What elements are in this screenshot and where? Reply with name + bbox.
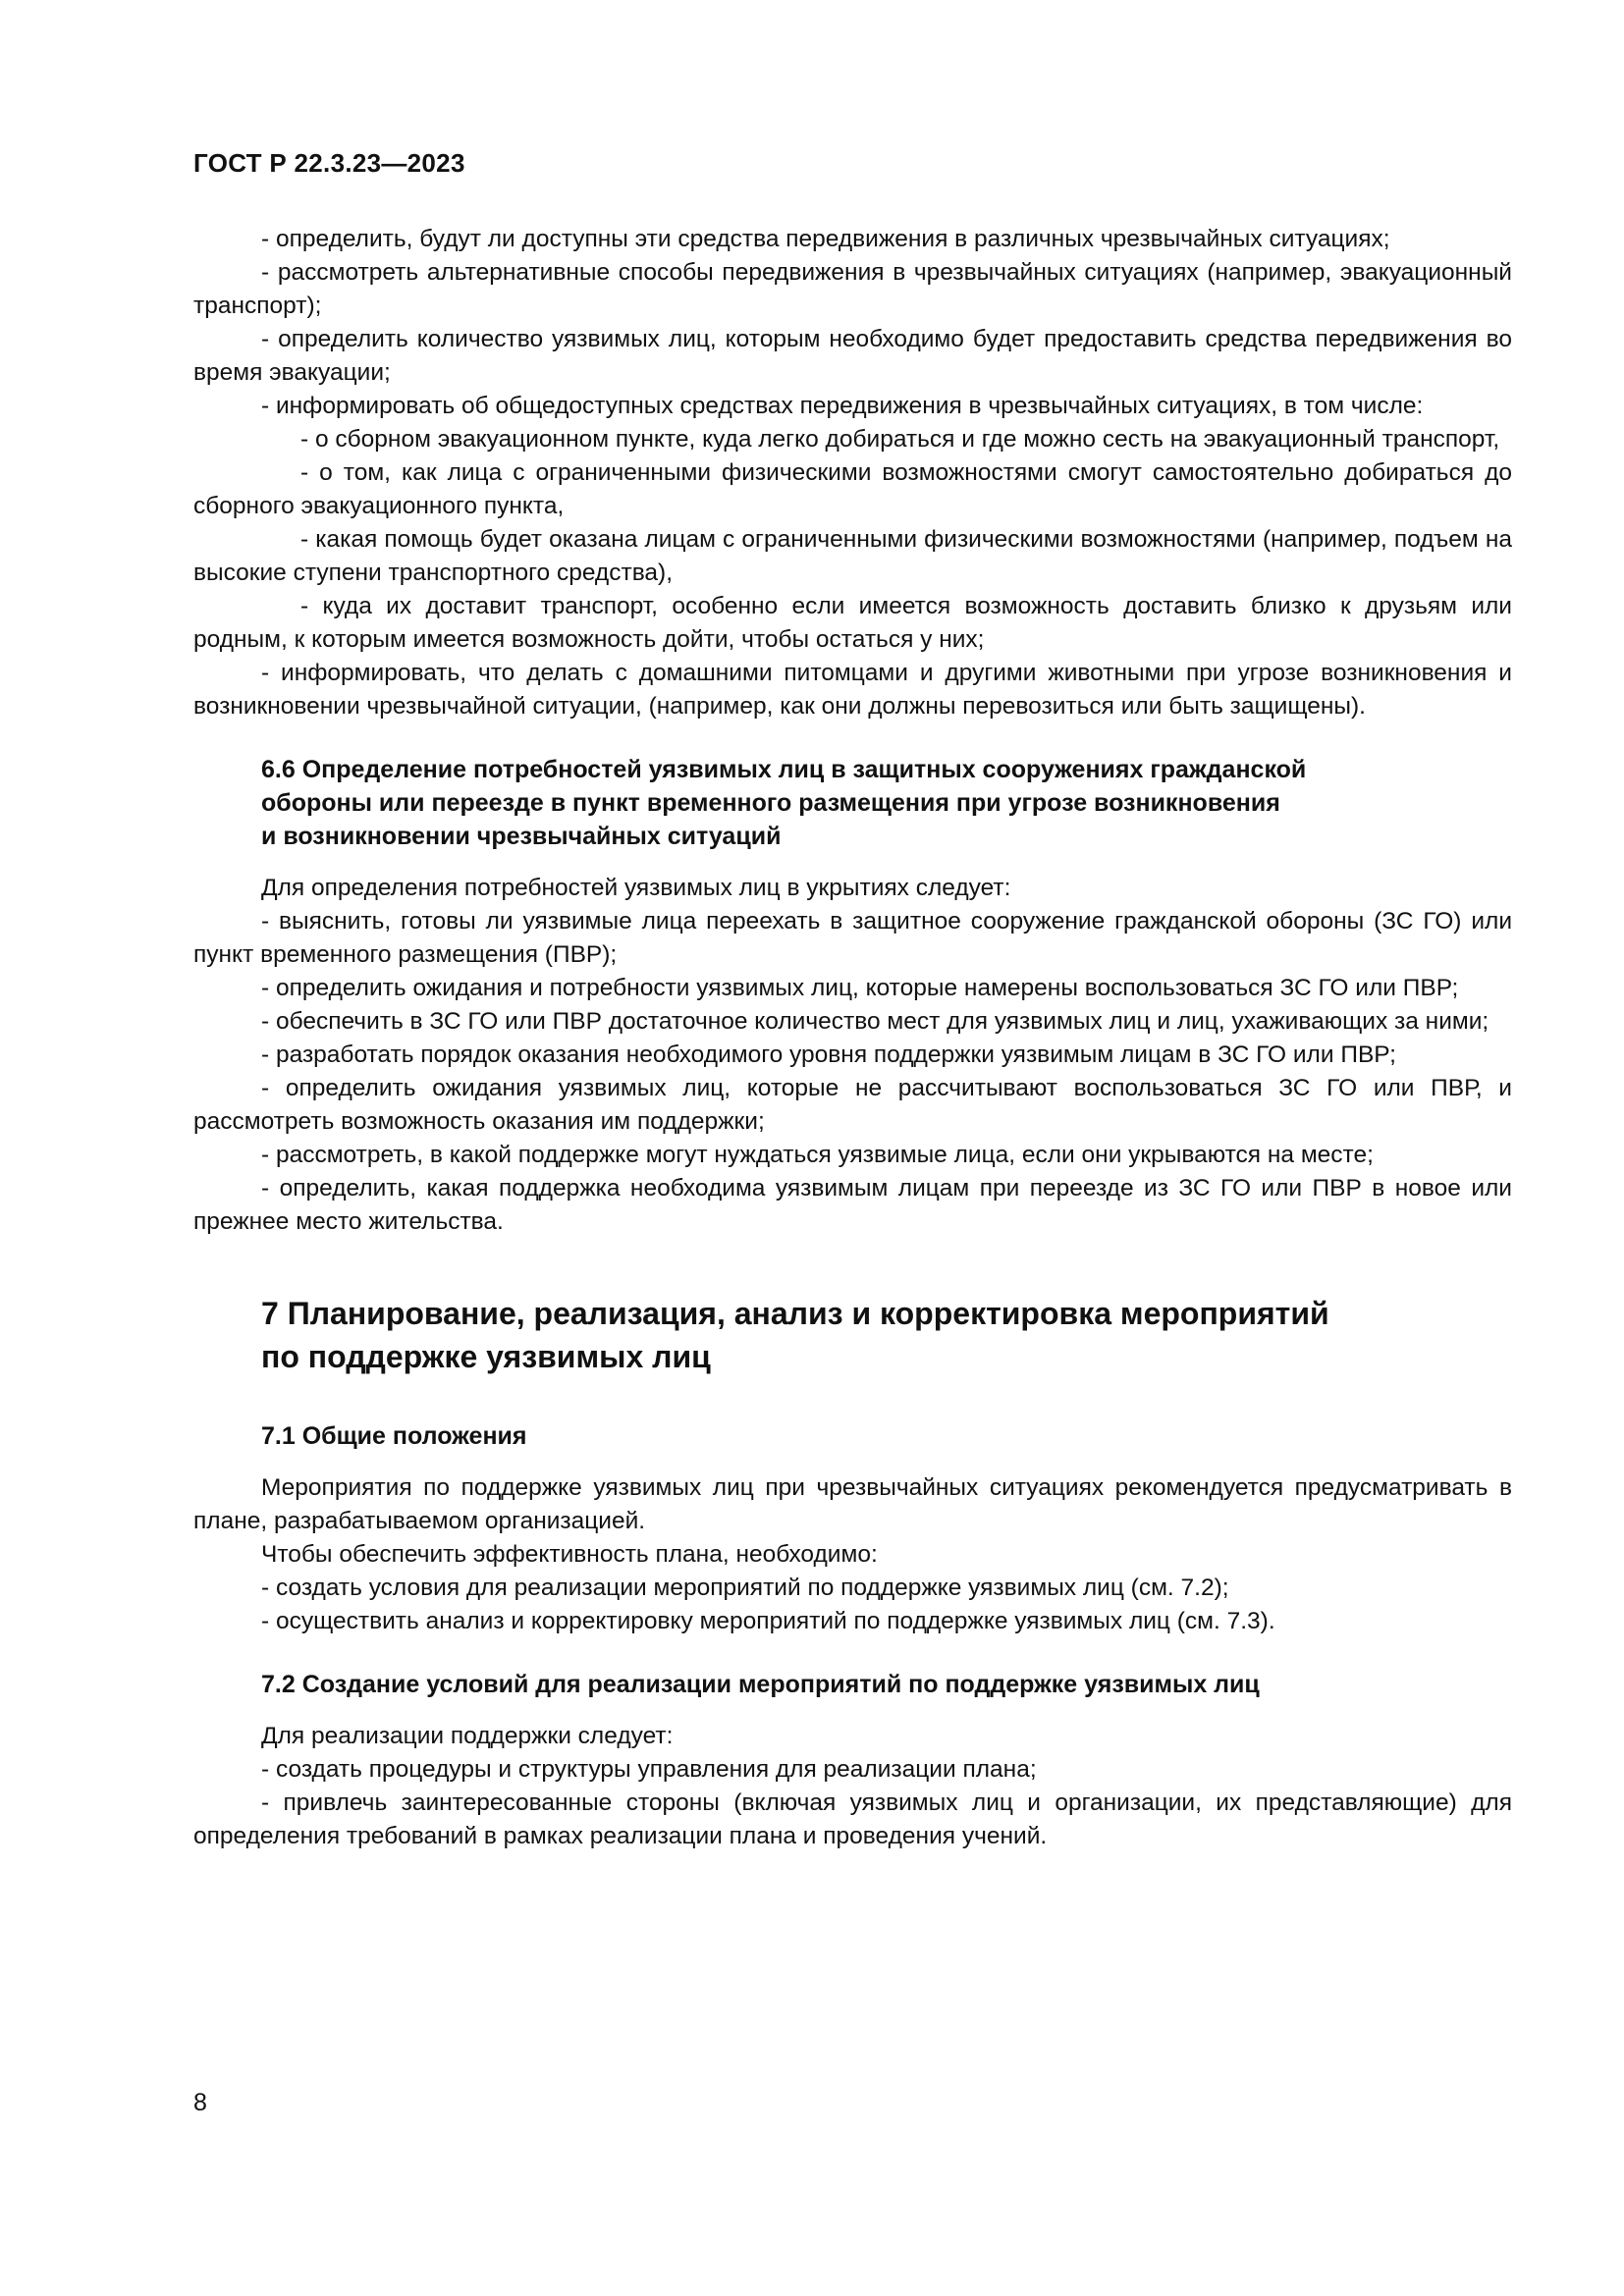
paragraph: Мероприятия по поддержке уязвимых лиц при чрезвычайных ситуациях рекомендуется предусматривать в плане, разрабатываемом организацией. xyxy=(193,1474,1512,1534)
sub-list-item: - куда их доставит транспорт, особенно если имеется возможность доставить близко к друзьям или родным, к которым имеется возможность дойти, чтобы остаться у них; xyxy=(193,593,1512,653)
paragraph: - создать процедуры и структуры управления для реализации плана; xyxy=(261,1756,1037,1783)
paragraph: - определить количество уязвимых лиц, которым необходимо будет предоставить средства передвижения во время эвакуации; xyxy=(193,326,1512,386)
section-7-1-heading: 7.1 Общие положения xyxy=(261,1422,527,1450)
paragraph: - обеспечить в ЗС ГО или ПВР достаточное количество мест для уязвимых лиц и лиц, ухаживающих за ними; xyxy=(261,1008,1489,1035)
paragraph: - определить, будут ли доступны эти средства передвижения в различных чрезвычайных ситуациях; xyxy=(261,226,1390,252)
sub-list-item: - о сборном эвакуационном пункте, куда легко добираться и где можно сесть на эвакуационный транспорт, xyxy=(300,426,1500,453)
paragraph: - выяснить, готовы ли уязвимые лица переехать в защитное сооружение гражданской обороны (ЗС ГО) или пункт временного размещения (ПВР); xyxy=(193,908,1512,968)
paragraph: - определить ожидания уязвимых лиц, которые не рассчитывают воспользоваться ЗС ГО или ПВР, и рассмотреть возможность оказания им поддержки; xyxy=(193,1075,1512,1135)
paragraph: Для реализации поддержки следует: xyxy=(261,1723,674,1749)
paragraph: - разработать порядок оказания необходимого уровня поддержки уязвимым лицам в ЗС ГО или ПВР; xyxy=(261,1041,1396,1068)
paragraph: - создать условия для реализации мероприятий по поддержке уязвимых лиц (см. 7.2); xyxy=(261,1575,1229,1601)
section-7-2-heading: 7.2 Создание условий для реализации мероприятий по поддержке уязвимых лиц xyxy=(261,1671,1260,1698)
paragraph: - привлечь заинтересованные стороны (включая уязвимых лиц и организации, их представляющие) для определения требований в рамках реализации плана и проведения учений. xyxy=(193,1789,1512,1849)
sub-list-item: - какая помощь будет оказана лицам с ограниченными физическими возможностями (например, подъем на высокие ступени транспортного средства), xyxy=(193,526,1512,586)
paragraph: - информировать об общедоступных средствах передвижения в чрезвычайных ситуациях, в том числе: xyxy=(261,393,1424,419)
paragraph: - определить ожидания и потребности уязвимых лиц, которые намерены воспользоваться ЗС ГО или ПВР; xyxy=(261,975,1459,1001)
paragraph: - рассмотреть, в какой поддержке могут нуждаться уязвимые лица, если они укрываются на месте; xyxy=(261,1142,1374,1168)
paragraph: - информировать, что делать с домашними питомцами и другими животными при угрозе возникновения и возникновении чрезвычайной ситуации, (например, как они должны перевозиться или быть защищены). xyxy=(193,660,1512,720)
section-6-6-heading: 6.6 Определение потребностей уязвимых лиц в защитных сооружениях гражданской обороны или переезде в пункт временного размещения при угрозе возникновения и возникновении чрезвычайных ситуаций xyxy=(261,756,1307,850)
paragraph: - определить, какая поддержка необходима уязвимым лицам при переезде из ЗС ГО или ПВР в новое или прежнее место жительства. xyxy=(193,1175,1512,1235)
document-body xyxy=(193,223,1512,1853)
page-number: 8 xyxy=(193,2089,207,2116)
paragraph: Для определения потребностей уязвимых лиц в укрытиях следует: xyxy=(261,875,1011,901)
paragraph: - рассмотреть альтернативные способы передвижения в чрезвычайных ситуациях (например, эвакуационный транспорт); xyxy=(193,259,1512,319)
section-7-heading: 7 Планирование, реализация, анализ и корректировка мероприятий по поддержке уязвимых лиц xyxy=(261,1296,1329,1374)
document-code: ГОСТ Р 22.3.23—2023 xyxy=(193,148,465,178)
paragraph: Чтобы обеспечить эффективность плана, необходимо: xyxy=(261,1541,878,1568)
paragraph: - осуществить анализ и корректировку мероприятий по поддержке уязвимых лиц (см. 7.3). xyxy=(261,1608,1275,1634)
sub-list-item: - о том, как лица с ограниченными физическими возможностями смогут самостоятельно добираться до сборного эвакуационного пункта, xyxy=(193,459,1512,519)
